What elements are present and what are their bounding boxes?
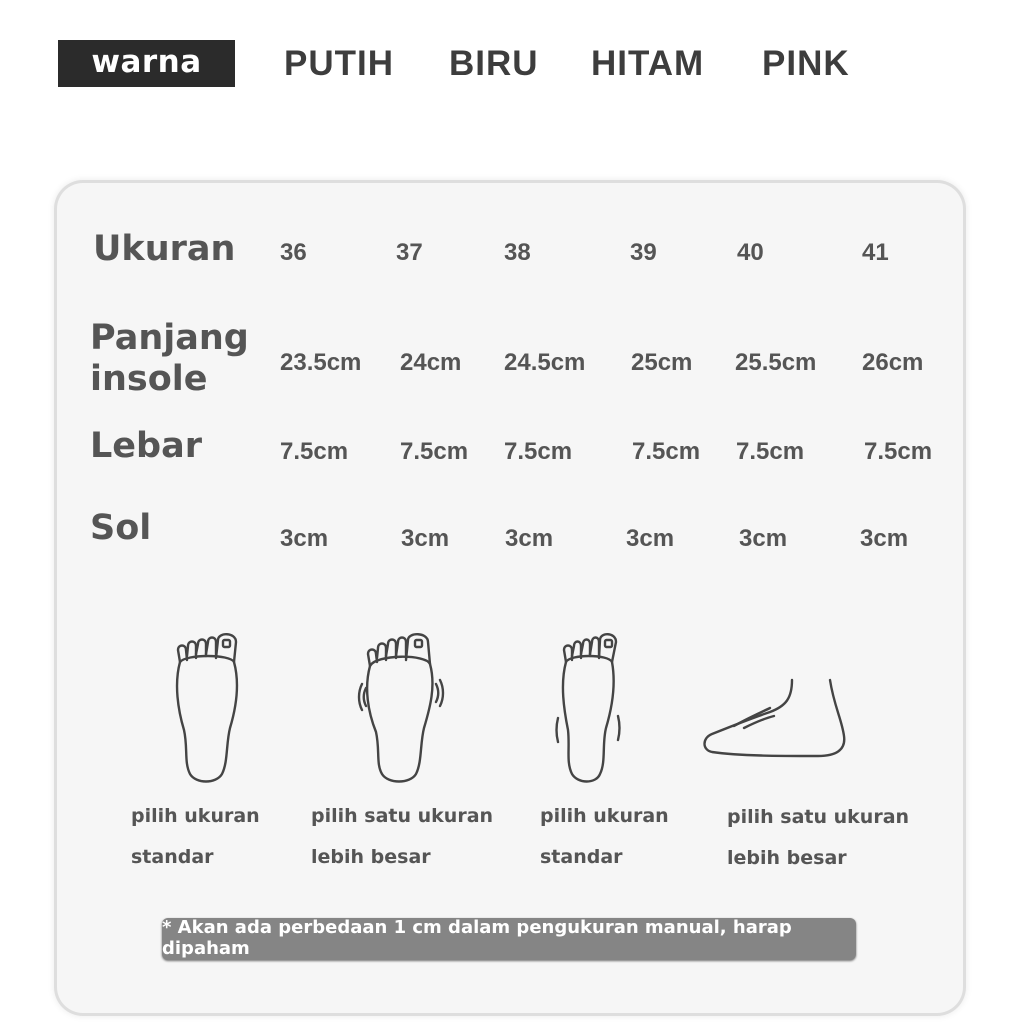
foot-caption-line2: standar [540,846,623,868]
foot-caption-line1: pilih ukuran [540,805,669,827]
narrow-foot-icon [552,632,628,784]
width-cell: 7.5cm [736,438,805,465]
row-label-insole: insole [90,359,208,399]
row-label-ukuran: Ukuran [93,229,236,269]
foot-caption-line2: standar [131,846,214,868]
size-cell: 40 [737,239,764,266]
size-cell: 39 [630,239,657,266]
foot-caption-line2: lebih besar [727,847,847,869]
color-option-hitam[interactable]: HITAM [591,44,705,83]
length-cell: 25cm [631,349,693,376]
foot-caption-line1: pilih satu ukuran [311,805,494,827]
high-arch-foot-icon [700,676,850,762]
row-label-lebar: Lebar [90,426,202,466]
size-cell: 37 [396,239,423,266]
sole-cell: 3cm [739,525,788,552]
size-chart-card [57,183,963,1013]
color-option-biru[interactable]: BIRU [449,44,539,83]
length-cell: 26cm [862,349,924,376]
width-cell: 7.5cm [400,438,469,465]
sole-cell: 3cm [505,525,554,552]
length-cell: 23.5cm [280,349,362,376]
sole-cell: 3cm [626,525,675,552]
normal-foot-icon [170,632,246,784]
width-cell: 7.5cm [864,438,933,465]
color-option-putih[interactable]: PUTIH [284,44,394,83]
foot-caption-line1: pilih satu ukuran [727,806,910,828]
row-label-sol: Sol [90,508,152,548]
width-cell: 7.5cm [504,438,573,465]
length-cell: 24cm [400,349,462,376]
foot-caption-line1: pilih ukuran [131,805,260,827]
width-cell: 7.5cm [632,438,701,465]
sole-cell: 3cm [280,525,329,552]
measurement-note: * Akan ada perbedaan 1 cm dalam pengukuran manual, harap dipaham [162,918,856,960]
size-cell: 36 [280,239,307,266]
length-cell: 25.5cm [735,349,817,376]
foot-caption-line2: lebih besar [311,846,431,868]
length-cell: 24.5cm [504,349,586,376]
color-option-pink[interactable]: PINK [762,44,850,83]
sole-cell: 3cm [860,525,909,552]
row-label-panjang: Panjang [90,318,249,358]
warna-badge: warna [58,40,235,87]
size-cell: 41 [862,239,889,266]
wide-foot-icon [356,632,448,784]
width-cell: 7.5cm [280,438,349,465]
sole-cell: 3cm [401,525,450,552]
size-cell: 38 [504,239,531,266]
